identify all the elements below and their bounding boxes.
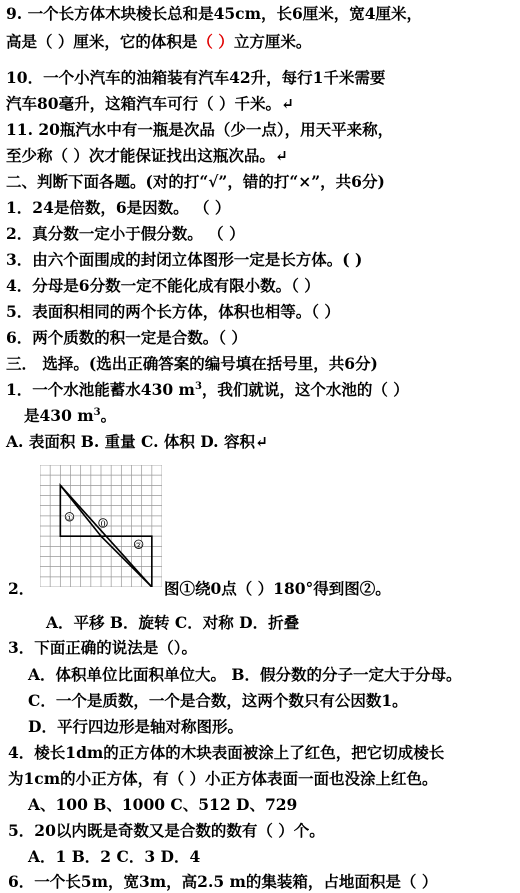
choice-2-text: 图①绕0点（ ）180°得到图②。	[164, 579, 391, 598]
choice-3-line: 3．下面正确的说法是（）。	[8, 638, 198, 657]
label-2: ②	[134, 539, 143, 550]
q9-line1: 9. 一个长方体木块棱长总和是45cm，长6厘米，宽4厘米，	[6, 4, 423, 23]
choice-1-text2: 是430 m	[24, 406, 94, 425]
choice-1-text: 1．一个水池能蓄水430 m	[6, 380, 195, 399]
superscript: 3	[93, 406, 101, 418]
q10-line2: 汽车80毫升，这箱汽车可行（ ）千米。↵	[6, 94, 294, 113]
judge-item-2: 2．真分数一定小于假分数。 （ ）	[6, 224, 245, 243]
choice-5-options: A．1 B．2 C．3 D．4	[28, 847, 201, 866]
judge-item-3: 3．由六个面围成的封闭立体图形一定是长方体。( )	[6, 250, 363, 269]
choice-3-option-ab: A．体积单位比面积单位大。 B．假分数的分子一定大于分母。	[28, 665, 462, 684]
q9-red-blank: （ ）	[197, 32, 234, 51]
judge-item-5: 5．表面积相同的两个长方体，体积也相等。（ ）	[6, 302, 340, 321]
label-1: ①	[65, 512, 74, 523]
q10-line1: 10．一个小汽车的油箱装有汽车42升，每行1千米需要	[6, 68, 386, 87]
choice-5-line: 5．20以内既是奇数又是合数的数有（ ）个。	[8, 821, 325, 840]
superscript: 3	[194, 380, 202, 392]
choice-4-line2: 为1cm的小正方体，有（ ）小正方体表面一面也没涂上红色。	[8, 769, 438, 788]
choice-2-number: 2．	[8, 579, 35, 598]
q9-text-end: 立方厘米。	[233, 32, 312, 51]
q9-text: 高是（ ）厘米，它的体积是	[6, 32, 198, 51]
judge-item-4: 4．分母是6分数一定不能化成有限小数。（ ）	[6, 276, 320, 295]
choice-4-options: A、100 B、1000 C、512 D、729	[28, 795, 298, 814]
section3-heading: 三． 选择。(选出正确答案的编号填在括号里，共6分)	[6, 354, 378, 373]
choice-3-option-d: D．平行四边形是轴对称图形。	[28, 717, 243, 736]
choice-6-line: 6．一个长5m，宽3m，高2.5 m的集装箱，占地面积是（ ）	[8, 872, 438, 891]
choice-1-text-end: ，我们就说，这个水池的（ ）	[201, 380, 409, 399]
period: 。	[100, 406, 117, 425]
judge-item-6: 6．两个质数的积一定是合数。（ ）	[6, 328, 247, 347]
judge-item-1: 1．24是倍数，6是因数。 （ ）	[6, 198, 231, 217]
q11-line2: 至少称（ ）次才能保证找出这瓶次品。↵	[6, 146, 288, 165]
choice-1-line1	[6, 379, 409, 401]
choice-1-line2	[24, 405, 116, 427]
choice-2-options: A．平移 B．旋转 C．对称 D．折叠	[46, 613, 300, 632]
choice-3-option-c: C．一个是质数，一个是合数，这两个数只有公因数1。	[28, 691, 408, 710]
choice-1-options: A. 表面积 B. 重量 C. 体积 D. 容积↵	[6, 432, 268, 451]
choice-4-line1: 4．棱长1dm的正方体的木块表面被涂上了红色，把它切成棱长	[8, 743, 445, 762]
q9-line2	[6, 31, 311, 53]
section2-heading: 二、判断下面各题。(对的打“√”，错的打“×”，共6分)	[6, 172, 385, 191]
label-0: 0	[100, 518, 106, 529]
grid-figure	[40, 465, 162, 587]
q11-line1: 11. 20瓶汽水中有一瓶是次品（少一点），用天平来称，	[6, 120, 394, 139]
